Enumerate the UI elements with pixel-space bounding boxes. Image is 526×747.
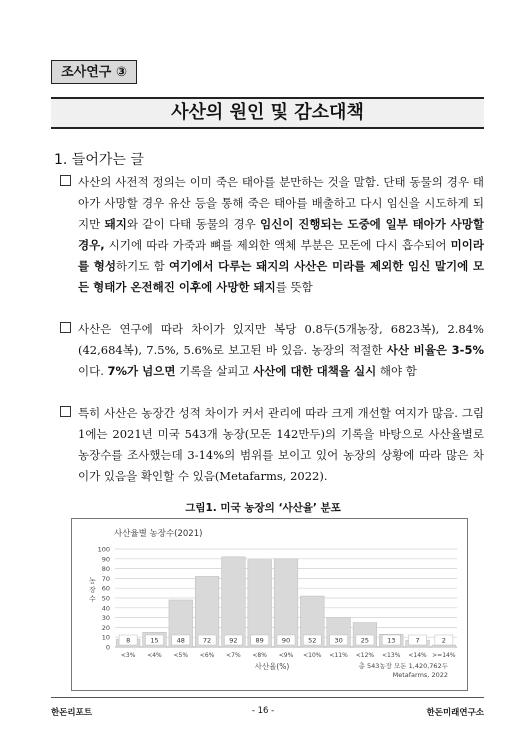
paragraph-text [78,403,484,487]
checkbox-bullet-icon [60,406,71,417]
bar [432,645,456,647]
bar [248,560,272,647]
x-tick-label: >=14% [432,652,456,659]
data-label: 52 [308,636,317,645]
emphasis-text: 미이라를 형성 [78,238,484,273]
figure-chart [71,518,468,691]
emphasis-text: 임신이 진행되는 도중에 일부 태아가 사망할 경우, [78,217,485,252]
data-label: 30 [334,636,343,645]
emphasis-text: 여기에서 다루는 돼지의 사산은 미라를 제외한 임신 말기에 모든 형태가 온전해진 이후에 사망한 돼지 [78,259,484,294]
chart-source: Metafarms, 2022 [392,671,448,679]
data-label: 89 [255,636,264,645]
y-tick-label: 60 [101,584,110,593]
y-tick-label: 50 [101,594,110,603]
x-tick-label: <13% [382,652,401,659]
emphasis-text: 사산에 대한 대책을 실시 [253,364,377,378]
x-tick-label: <11% [329,652,348,659]
x-axis-label: 사산율(%) [254,662,290,671]
y-tick-label: 40 [101,604,110,613]
y-tick-label: 10 [101,633,110,642]
data-label: 72 [202,636,212,645]
footer-right: 한돈미래연구소 [426,708,484,718]
y-axis-label: 농 장 수 [89,577,96,603]
page-title: 사산의 원인 및 감소대책 [51,97,484,129]
data-label: 2 [441,636,446,645]
y-tick-label: 90 [101,555,110,564]
body-text: 기록을 살피고 [175,364,254,378]
data-label: 25 [360,636,370,645]
body-text: 시기에 따라 가죽과 뼈를 제외한 액체 부분은 모돈에 다시 흡수되어 [104,238,451,252]
body-text: 특히 사산은 농장간 성적 차이가 커서 관리에 따라 크게 개선할 여지가 많음. 그림1에는 2021년 미국 543개 농장(모돈 142만두)의 기록을 바탕으로 사산율별로 농장수를 조사했는데 3-14%의 범위를 보이고 있어 농장의 상황에 따라 많은 차이가 있음을 확인할 수 있음(Metafarms, 2022). [78,406,484,483]
paragraph-2 [60,319,484,382]
data-label: 7 [415,636,420,645]
body-text: 를 뜻함 [275,280,313,294]
y-tick-label: 70 [101,574,110,583]
emphasis-text: 7%가 넘으면 [107,364,176,378]
checkbox-bullet-icon [60,322,71,333]
x-tick-label: <12% [355,652,375,659]
body-text: 해야 함 [376,364,417,378]
section-tag: 조사연구 ③ [51,60,137,84]
data-label: 8 [126,636,131,645]
figure-title: 그림1. 미국 농장의 ‘사산율’ 분포 [185,502,341,514]
bar-chart [72,519,467,690]
x-tick-label: <7% [226,652,241,659]
data-label: 92 [229,636,238,645]
body-text: 이다. [78,364,108,378]
x-tick-label: <5% [173,652,189,659]
chart-note: 총 543농장 모돈 1,420,762두 [358,662,448,670]
page-number: - 16 - [251,706,275,716]
x-tick-label: <10% [303,652,322,659]
paragraph-3 [60,403,484,487]
footer-divider [51,697,484,698]
data-label: 13 [387,636,396,645]
emphasis-text: 돼지 [104,217,127,231]
y-tick-label: 0 [105,643,110,652]
y-tick-label: 30 [101,614,110,623]
bar [222,557,246,647]
x-tick-label: <6% [199,652,215,659]
paragraph-text [78,319,484,382]
x-tick-label: <14% [408,652,427,659]
chart-title: 사산율별 농장수(2021) [114,529,203,539]
x-tick-label: <8% [252,652,267,659]
x-tick-label: <9% [278,652,294,659]
footer-left: 한돈리포트 [51,708,93,718]
data-label: 48 [176,636,185,645]
section-heading: 1. 들어가는 글 [54,152,144,168]
data-label: 15 [150,636,159,645]
x-tick-label: <4% [147,652,162,659]
paragraph-text [78,172,484,298]
body-text: 사산은 연구에 따라 차이가 있지만 복당 0.8두(5개농장, 6823복), 2.84%(42,684복), 7.5%, 5.6%로 보고된 바 있음. 농장의 적절한 [78,322,484,357]
body-text: 와 같이 다태 동물의 경우 [126,217,261,231]
bar [274,559,298,647]
emphasis-text: 사산 비율은 3-5% [386,343,484,357]
body-text: 하기도 함 [115,259,170,273]
y-tick-label: 80 [101,565,110,574]
checkbox-bullet-icon [60,175,71,186]
y-tick-label: 100 [97,545,110,554]
data-label: 90 [281,636,291,645]
y-tick-label: 20 [101,623,110,632]
body-text: 사산의 사전적 정의는 이미 죽은 태아를 분만하는 것을 말함. 단태 동물의 경우 태아가 사망할 경우 유산 등을 통해 죽은 태아를 배출하고 다시 임신을 시도하게 되지만 [78,175,484,231]
paragraph-1 [60,172,484,298]
x-tick-label: <3% [120,652,136,659]
